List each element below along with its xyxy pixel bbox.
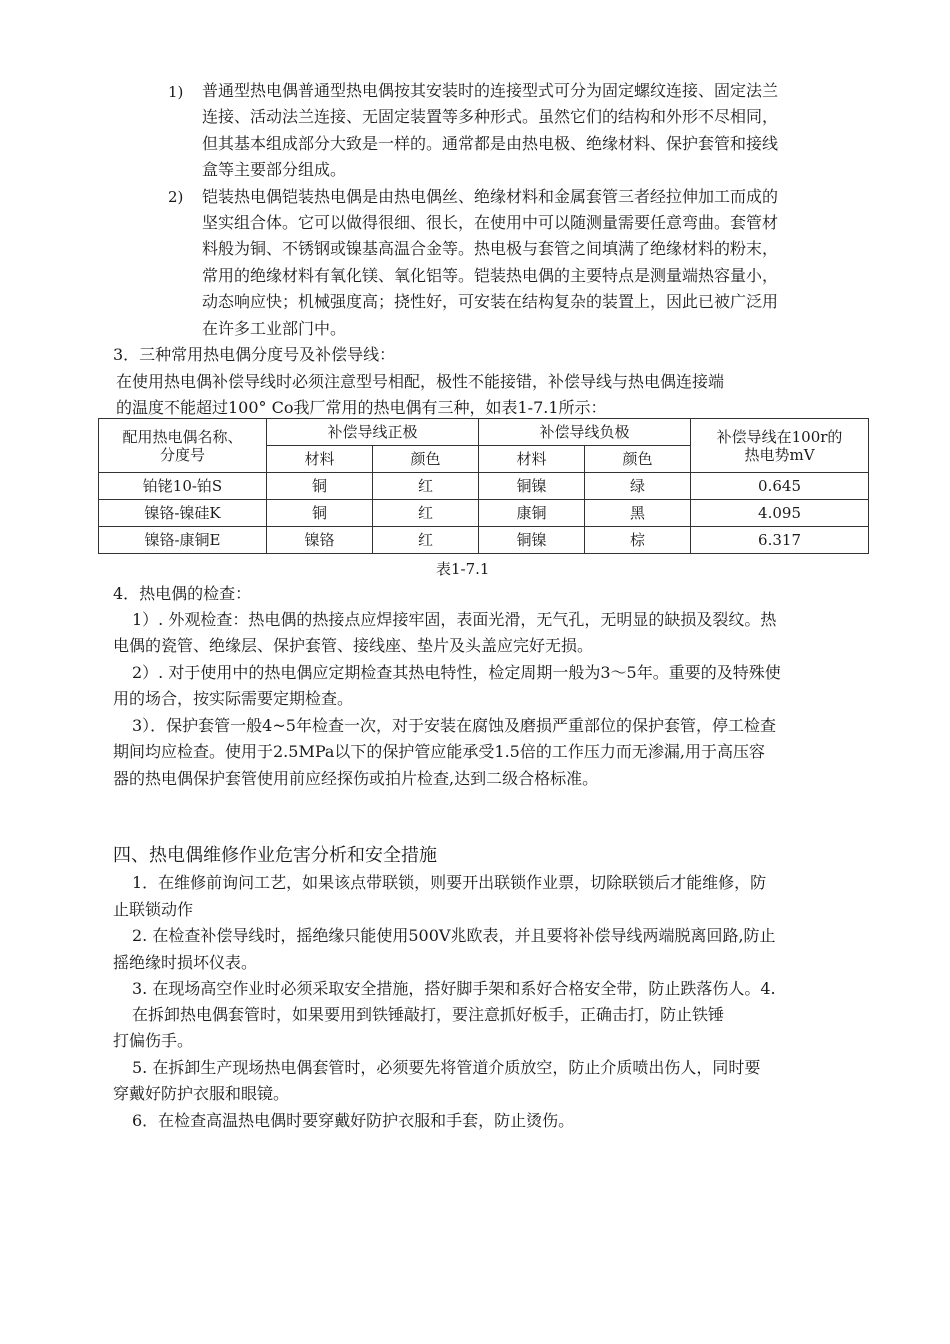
paragraph-line: 1．在维修前询问工艺，如果该点带联锁，则要开出联锁作业票，切除联锁后才能维修，防 [132,873,767,892]
table-cell: 红 [373,527,479,554]
paragraph-line: 止联锁动作 [113,900,194,919]
table-cell: 铜镍 [479,527,585,554]
paragraph-line: 的温度不能超过100° Co我厂常用的热电偶有三种，如表1-7.1所示： [116,398,607,417]
table-header: 补偿导线在100r的 热电势mV [691,419,869,473]
table-header: 补偿导线正极 [267,419,479,446]
paragraph-line: 期间均应检查。使用于2.5MPa以下的保护管应能承受1.5倍的工作压力而无渗漏,用于高压容 [113,742,765,761]
table-cell: 镍铬-康铜E [99,527,267,554]
paragraph-line: 2. 在检查补偿导线时，摇绝缘只能使用500V兆欧表，并且要将补偿导线两端脱离回路,防止 [132,926,776,945]
list-text-line: 连接、活动法兰连接、无固定装置等多种形式。虽然它们的结构和外形不尽相同， [202,107,779,126]
table-cell: 红 [373,500,479,527]
paragraph-line: 在拆卸热电偶套管时，如果要用到铁锤敲打，要注意抓好板手，正确击打，防止铁锤 [132,1005,725,1024]
table-cell: 4.095 [691,500,869,527]
table-header: 配用热电偶名称、 分度号 [99,419,267,473]
table-row [99,473,869,500]
paragraph-line: 6．在检查高温热电偶时要穿戴好防护衣服和手套，防止烫伤。 [132,1111,575,1130]
list-text-line: 坚实组合体。它可以做得很细、很长，在使用中可以随测量需要任意弯曲。套管材 [202,213,779,232]
thermocouple-table [98,418,869,554]
table-subheader: 颜色 [585,446,691,473]
section-title: 3．三种常用热电偶分度号及补偿导线： [113,345,396,364]
paragraph-line: 摇绝缘时损坏仪表。 [113,953,258,972]
table-cell: 绿 [585,473,691,500]
table-row [99,527,869,554]
paragraph-line: 5. 在拆卸生产现场热电偶套管时，必须要先将管道介质放空，防止介质喷出伤人，同时要 [132,1058,761,1077]
table-cell: 镍铬-镍硅K [99,500,267,527]
table-cell: 铂铑10-铂S [99,473,267,500]
paragraph-line: 电偶的瓷管、绝缘层、保护套管、接线座、垫片及头盖应完好无损。 [113,636,594,655]
table-cell: 铜 [267,473,373,500]
table-header: 补偿导线负极 [479,419,691,446]
list-text-line: 普通型热电偶普通型热电偶按其安装时的连接型式可分为固定螺纹连接、固定法兰 [202,81,779,100]
list-text-line: 但其基本组成部分大致是一样的。通常都是由热电极、绝缘材料、保护套管和接线 [202,134,779,153]
table-subheader: 材料 [267,446,373,473]
section-heading: 四、热电偶维修作业危害分析和安全措施 [113,845,437,866]
table-row [99,500,869,527]
paragraph-line: 在使用热电偶补偿导线时必须注意型号相配，极性不能接错，补偿导线与热电偶连接端 [116,372,725,391]
paragraph-line: 3）．保护套管一般4~5年检查一次，对于安装在腐蚀及磨损严重部位的保护套管，停工检查 [132,716,776,735]
paragraph-line: 2）. 对于使用中的热电偶应定期检查其热电特性，检定周期一般为3〜5年。重要的及特殊使 [132,663,781,682]
table-cell: 黑 [585,500,691,527]
paragraph-line: 3. 在现场高空作业时必须采取安全措施，搭好脚手架和系好合格安全带，防止跌落伤人。4. [132,979,776,998]
table-subheader: 材料 [479,446,585,473]
paragraph-line: 打偏伤手。 [113,1031,194,1050]
table-cell: 康铜 [479,500,585,527]
section-title: 4．热电偶的检查： [113,584,252,603]
paragraph-line: 用的场合，按实际需要定期检查。 [113,689,354,708]
table-cell: 棕 [585,527,691,554]
paragraph-line: 穿戴好防护衣服和眼镜。 [113,1084,290,1103]
list-text-line: 动态响应快；机械强度高；挠性好，可安装在结构复杂的装置上，因此已被广泛用 [202,292,779,311]
list-number: 2) [168,188,184,206]
table-cell: 铜 [267,500,373,527]
paragraph-line: 1）. 外观检查：热电偶的热接点应焊接牢固，表面光滑，无气孔，无明显的缺损及裂纹。热 [132,610,777,629]
list-text-line: 在许多工业部门中。 [202,319,347,338]
table-caption: 表1-7.1 [436,560,490,578]
table-cell: 镍铬 [267,527,373,554]
list-text-line: 铠装热电偶铠装热电偶是由热电偶丝、绝缘材料和金属套管三者经拉伸加工而成的 [202,187,779,206]
list-text-line: 常用的绝缘材料有氧化镁、氧化铝等。铠装热电偶的主要特点是测量端热容量小， [202,266,779,285]
list-number: 1) [168,83,184,101]
list-text-line: 盒等主要部分组成。 [202,160,347,179]
list-text-line: 料般为铜、不锈钢或镍基高温合金等。热电极与套管之间填满了绝缘材料的粉末， [202,239,779,258]
table-cell: 6.317 [691,527,869,554]
table-cell: 0.645 [691,473,869,500]
paragraph-line: 器的热电偶保护套管使用前应经探伤或拍片检查,达到二级合格标准。 [113,769,599,788]
table-cell: 红 [373,473,479,500]
table-subheader: 颜色 [373,446,479,473]
table-cell: 铜镍 [479,473,585,500]
